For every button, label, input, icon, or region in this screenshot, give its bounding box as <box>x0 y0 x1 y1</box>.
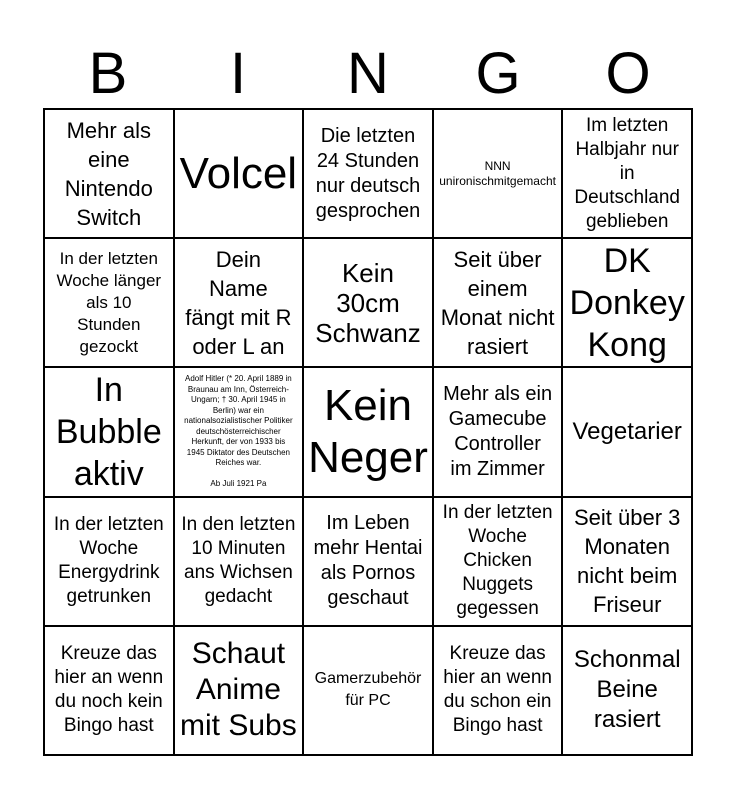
bingo-cell-r1c3[interactable] <box>303 109 433 238</box>
cell-text: DK Donkey Kong <box>569 241 685 364</box>
cell-text: Kein Neger <box>308 380 428 482</box>
bingo-cell-r4c2[interactable] <box>174 497 304 626</box>
cell-text: Kein 30cm Schwanz <box>315 257 421 348</box>
cell-text: Schaut Anime mit Subs <box>180 637 297 743</box>
bingo-cell-r5c1[interactable] <box>44 626 174 755</box>
cell-text: In den letzten 10 Minuten ans Wichsen gedacht <box>181 514 296 608</box>
cell-text: In der letzten Woche länger als 10 Stunden gezockt <box>56 248 162 356</box>
header-letter-g: G <box>475 41 521 106</box>
bingo-cell-r1c5[interactable] <box>562 109 692 238</box>
header-letter-n: N <box>347 41 389 106</box>
bingo-cell-r1c2[interactable] <box>174 109 304 238</box>
cell-text: In der letzten Woche Energydrink getrunken <box>53 514 164 608</box>
cell-text: Im Leben mehr Hentai als Pornos geschaut <box>313 512 423 610</box>
cell-text: NNN unironischmitgemacht <box>439 158 556 188</box>
bingo-cell-r2c3[interactable] <box>303 238 433 367</box>
cell-text: Gamerzubehör für PC <box>314 670 422 710</box>
bingo-cell-r1c4[interactable] <box>433 109 563 238</box>
cell-text: In Bubble aktiv <box>55 371 162 493</box>
bingo-cell-r4c4[interactable] <box>433 497 563 626</box>
cell-text: Seit über 3 Monaten nicht beim Friseur <box>573 505 681 618</box>
bingo-cell-r3c1[interactable] <box>44 367 174 496</box>
cell-text: Adolf Hitler (* 20. April 1889 in Braunau am Inn, Österreich- Ungarn; † 30. April 1945 in Berlin) war ein nationalsozialistischer Politiker deutschösterreichischer Herkunft, der von 1933 bis 1945 Diktator des Deutschen Reiches war. Ab Juli 1921 Pa <box>184 374 293 489</box>
bingo-cell-r3c3[interactable] <box>303 367 433 496</box>
cell-text: Mehr als ein Gamecube Controller im Zimmer <box>443 382 553 480</box>
header-letter-i: I <box>229 41 247 106</box>
bingo-cell-r4c1[interactable] <box>44 497 174 626</box>
cell-text: In der letzten Woche Chicken Nuggets gegessen <box>442 502 553 620</box>
bingo-cell-r4c3[interactable] <box>303 497 433 626</box>
cell-text: Vegetarier <box>572 417 682 445</box>
bingo-cell-r2c1[interactable] <box>44 238 174 367</box>
bingo-cell-r2c2[interactable] <box>174 238 304 367</box>
cell-text: Dein Name fängt mit R oder L an <box>185 246 292 359</box>
cell-text: Im letzten Halbjahr nur in Deutschland geblieben <box>574 114 680 232</box>
bingo-cell-r5c4[interactable] <box>433 626 563 755</box>
cell-text: Kreuze das hier an wenn du schon ein Bingo hast <box>443 643 552 737</box>
bingo-cell-r3c5[interactable] <box>562 367 692 496</box>
bingo-grid <box>43 108 693 756</box>
header-letter-b: B <box>88 41 128 106</box>
bingo-cell-r2c5[interactable] <box>562 238 692 367</box>
bingo-header <box>43 40 693 108</box>
header-letter-o: O <box>605 41 651 106</box>
bingo-cell-r2c4[interactable] <box>433 238 563 367</box>
bingo-cell-r3c2[interactable] <box>174 367 304 496</box>
bingo-cell-r5c2[interactable] <box>174 626 304 755</box>
bingo-cell-r5c3[interactable] <box>303 626 433 755</box>
cell-text: Die letzten 24 Stunden nur deutsch gesprochen <box>315 124 421 222</box>
cell-text: Schonmal Beine rasiert <box>573 646 681 734</box>
bingo-cell-r1c1[interactable] <box>44 109 174 238</box>
cell-text: Seit über einem Monat nicht rasiert <box>440 246 555 359</box>
cell-text: Volcel <box>179 148 298 198</box>
cell-text: Mehr als eine Nintendo Switch <box>64 117 153 230</box>
cell-text: Kreuze das hier an wenn du noch kein Bingo hast <box>54 643 164 737</box>
bingo-cell-r5c5[interactable] <box>562 626 692 755</box>
bingo-cell-r4c5[interactable] <box>562 497 692 626</box>
bingo-cell-r3c4[interactable] <box>433 367 563 496</box>
